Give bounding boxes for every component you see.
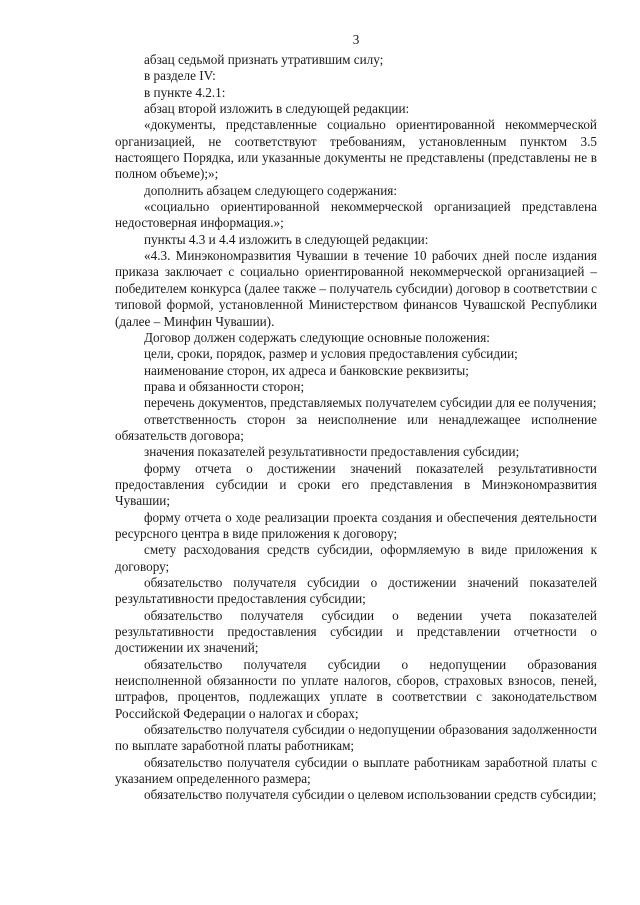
paragraph: пункты 4.3 и 4.4 изложить в следующей редакции: — [144, 231, 429, 247]
paragraph: наименование сторон, их адреса и банковские реквизиты; — [144, 362, 469, 378]
paragraph: «документы, представленные социально ориентированной некоммерческой организацией, не соответствуют требованиям, установленным пунктом 3.5 настоящего Порядка, или указанные документы не представлены (представлены не в полном объеме);»; — [115, 117, 597, 182]
paragraph: в разделе IV: — [144, 68, 216, 84]
paragraph: абзац седьмой признать утратившим силу; — [144, 52, 384, 67]
paragraph: «4.3. Минэкономразвития Чувашии в течение 10 рабочих дней после издания приказа заключает с социально ориентированной некоммерческой организацией – победителем конкурса (далее также – получатель субсидии) договор в соответствии с типовой формой, установленной Министерством финансов Чувашской Республики (далее – Минфин Чувашии). — [115, 248, 597, 329]
paragraph: обязательство получателя субсидии о достижении значений показателей результативности предоставления субсидии; — [115, 575, 597, 607]
paragraph: Договор должен содержать следующие основные положения: — [144, 329, 490, 345]
paragraph: абзац второй изложить в следующей редакции: — [144, 101, 410, 117]
document-page — [115, 32, 597, 804]
paragraph: в пункте 4.2.1: — [144, 84, 226, 100]
paragraph: права и обязанности сторон; — [144, 378, 305, 394]
paragraph: обязательство получателя субсидии о выплате работникам заработной платы с указанием определенного размера; — [115, 754, 597, 787]
paragraph: значения показателей результативности предоставления субсидии; — [144, 444, 520, 460]
paragraph: обязательство получателя субсидии о целевом использовании средств субсидии; — [144, 787, 597, 803]
paragraph: дополнить абзацем следующего содержания: — [144, 182, 398, 198]
paragraph: смету расходования средств субсидии, оформляемую в виде приложения к договору; — [115, 542, 597, 574]
page-number: 3 — [352, 32, 360, 47]
paragraph: обязательство получателя субсидии о ведении учета показателей результативности предоставления субсидии и представлении отчетности о достижении их значений; — [115, 607, 597, 656]
paragraph: цели, сроки, порядок, размер и условия предоставления субсидии; — [144, 346, 518, 362]
paragraph: обязательство получателя субсидии о недопущении образования задолженности по выплате заработной платы работникам; — [115, 722, 597, 754]
paragraph: перечень документов, представляемых получателем субсидии для ее получения; — [144, 395, 597, 411]
paragraph: форму отчета о ходе реализации проекта создания и обеспечения деятельности ресурсного центра в виде приложения к договору; — [115, 509, 597, 541]
paragraph: обязательство получателя субсидии о недопущении образования неисполненной обязанности по уплате налогов, сборов, страховых взносов, пеней, штрафов, процентов, подлежащих уплате в соответствии с законодательством Российской Федерации о налогах и сборах; — [115, 656, 597, 721]
paragraph: ответственность сторон за неисполнение или ненадлежащее исполнение обязательств договора; — [115, 411, 597, 443]
paragraph: «социально ориентированной некоммерческой организацией представлена недостоверная информация.»; — [115, 199, 597, 231]
paragraph: форму отчета о достижении значений показателей результативности предоставления субсидии и сроки его представления в Минэкономразвития Чувашии; — [115, 460, 597, 509]
document-body — [115, 52, 597, 804]
